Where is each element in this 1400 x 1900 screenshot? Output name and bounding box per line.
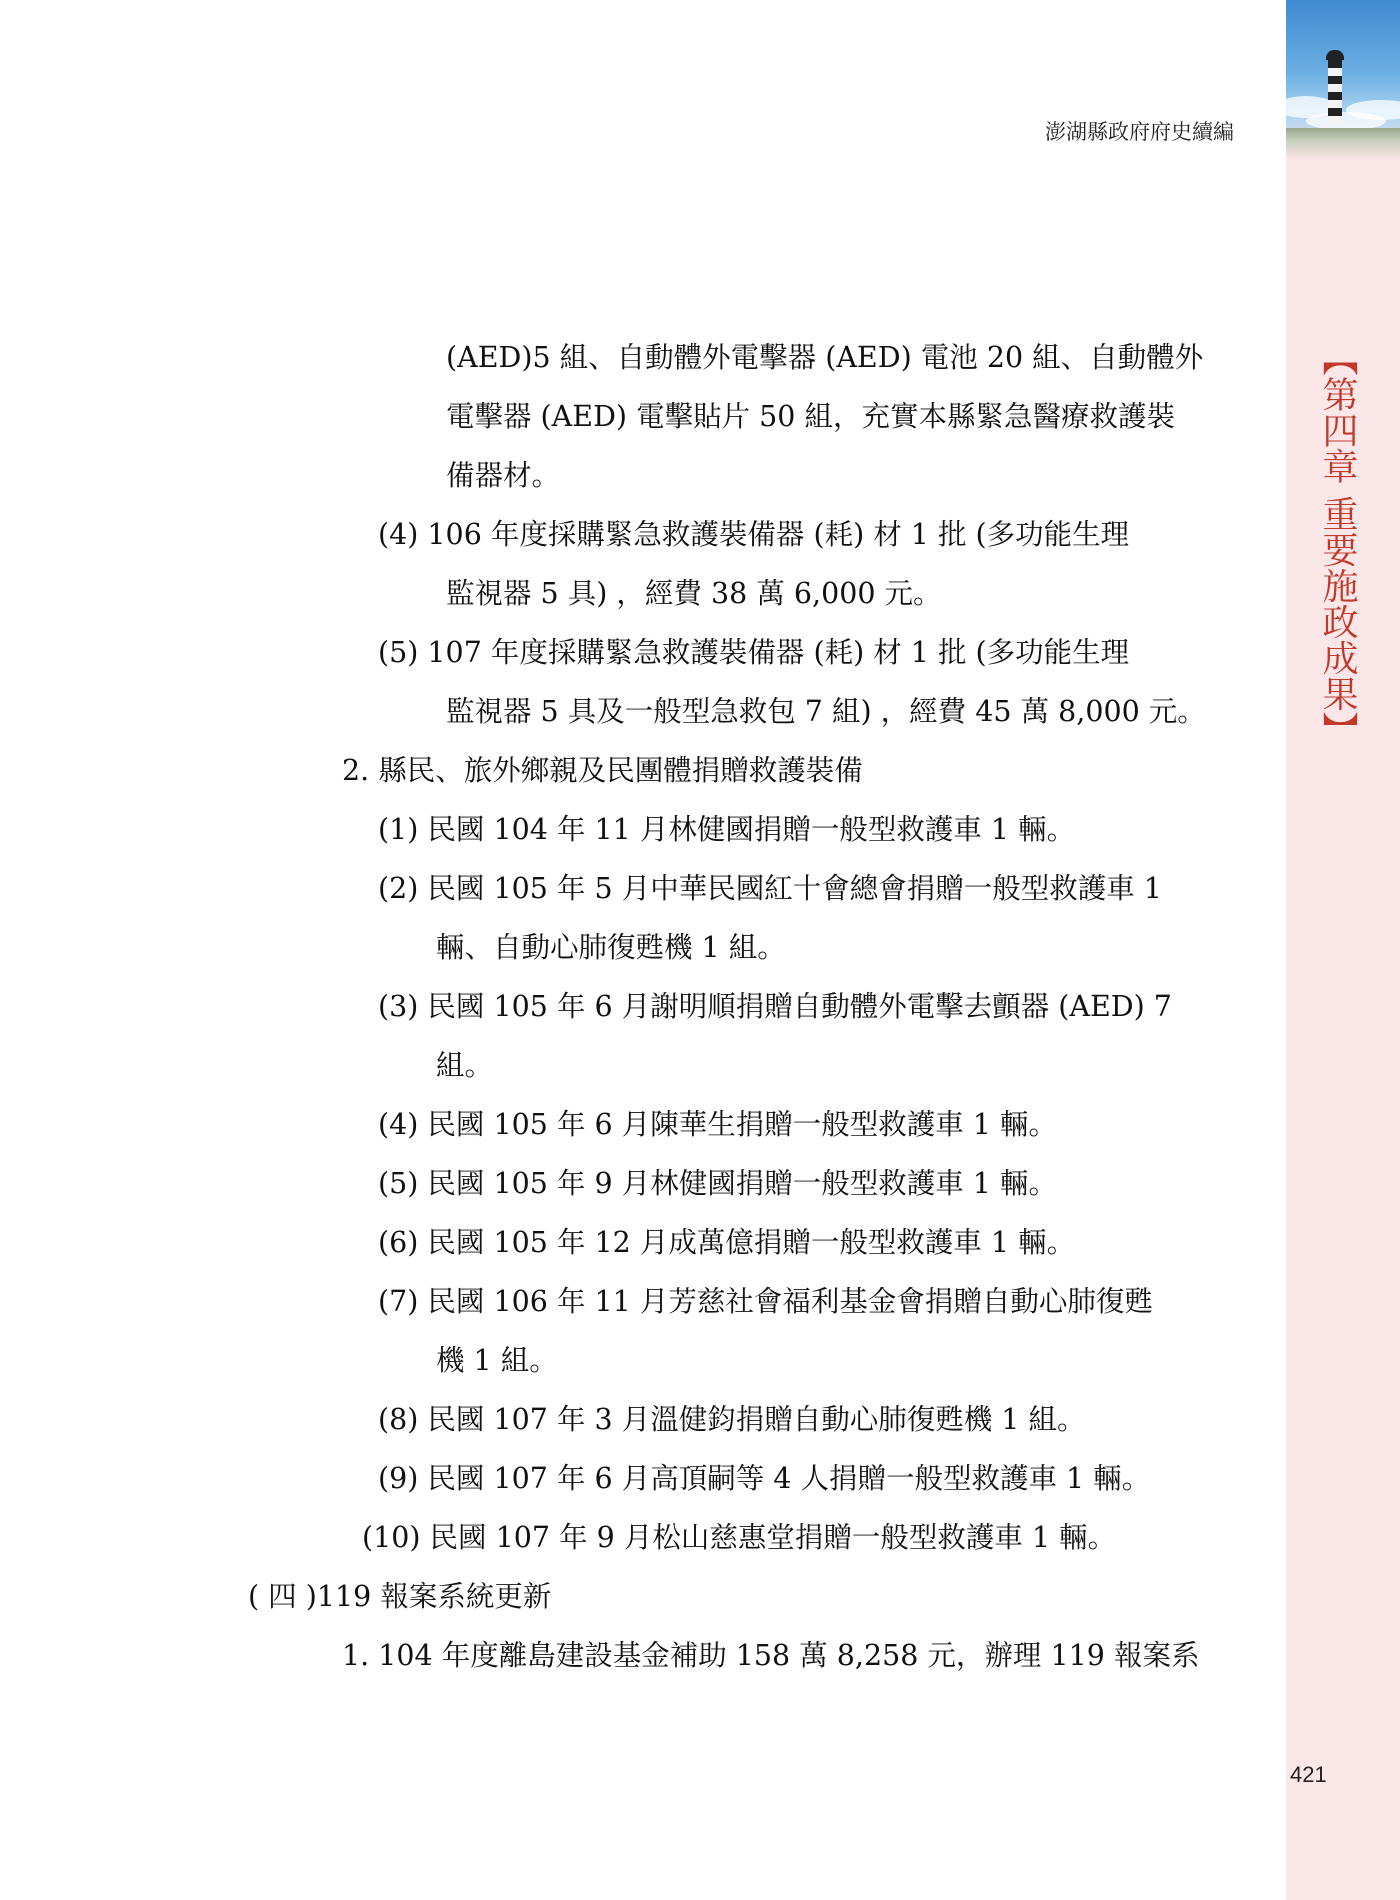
text-line: (10) 民國 107 年 9 月松山慈惠堂捐贈一般型救護車 1 輛。 bbox=[362, 1521, 1117, 1554]
text-line: (4) 106 年度採購緊急救護裝備器 (耗) 材 1 批 (多功能生理 bbox=[378, 518, 1130, 551]
page-number: 421 bbox=[1290, 1762, 1327, 1787]
text-line: (9) 民國 107 年 6 月高頂嗣等 4 人捐贈一般型救護車 1 輛。 bbox=[378, 1462, 1151, 1495]
text-line: 備器材。 bbox=[446, 459, 561, 492]
text-line: (5) 107 年度採購緊急救護裝備器 (耗) 材 1 批 (多功能生理 bbox=[378, 636, 1130, 669]
text-line: (2) 民國 105 年 5 月中華民國紅十會總會捐贈一般型救護車 1 bbox=[378, 872, 1162, 905]
text-line: (AED)5 組、自動體外電擊器 (AED) 電池 20 組、自動體外 bbox=[446, 341, 1204, 374]
text-line: (8) 民國 107 年 3 月溫健鈞捐贈自動心肺復甦機 1 組。 bbox=[378, 1403, 1086, 1436]
text-line: 監視器 5 具及一般型急救包 7 組) ，經費 45 萬 8,000 元。 bbox=[446, 695, 1206, 728]
chapter-tab: 【第四章 重要施政成果】 bbox=[1317, 340, 1358, 748]
text-line: (4) 民國 105 年 6 月陳華生捐贈一般型救護車 1 輛。 bbox=[378, 1108, 1057, 1141]
text-line: (3) 民國 105 年 6 月謝明順捐贈自動體外電擊去顫器 (AED) 7 bbox=[378, 990, 1172, 1023]
lighthouse-icon bbox=[1328, 60, 1342, 132]
text-line: 1. 104 年度離島建設基金補助 158 萬 8,258 元，辦理 119 報案系 bbox=[342, 1639, 1200, 1672]
page-header: 澎湖縣政府府史續編 bbox=[1045, 120, 1234, 144]
text-line: (6) 民國 105 年 12 月成萬億捐贈一般型救護車 1 輛。 bbox=[378, 1226, 1076, 1259]
text-line: 輛、自動心肺復甦機 1 組。 bbox=[436, 931, 786, 964]
text-line: 組。 bbox=[436, 1049, 494, 1082]
text-line: ( 四 )119 報案系統更新 bbox=[248, 1580, 552, 1613]
text-line: 電擊器 (AED) 電擊貼片 50 組，充實本縣緊急醫療救護裝 bbox=[446, 400, 1175, 433]
text-line: 機 1 組。 bbox=[436, 1344, 558, 1377]
lighthouse-photo bbox=[1286, 0, 1400, 160]
text-line: (1) 民國 104 年 11 月林健國捐贈一般型救護車 1 輛。 bbox=[378, 813, 1076, 846]
text-line: (7) 民國 106 年 11 月芳慈社會福利基金會捐贈自動心肺復甦 bbox=[378, 1285, 1153, 1318]
text-line: 監視器 5 具) ，經費 38 萬 6,000 元。 bbox=[446, 577, 942, 610]
chapter-sidebar bbox=[1286, 0, 1400, 1900]
text-line: (5) 民國 105 年 9 月林健國捐贈一般型救護車 1 輛。 bbox=[378, 1167, 1057, 1200]
text-line: 2. 縣民、旅外鄉親及民團體捐贈救護裝備 bbox=[342, 754, 863, 787]
